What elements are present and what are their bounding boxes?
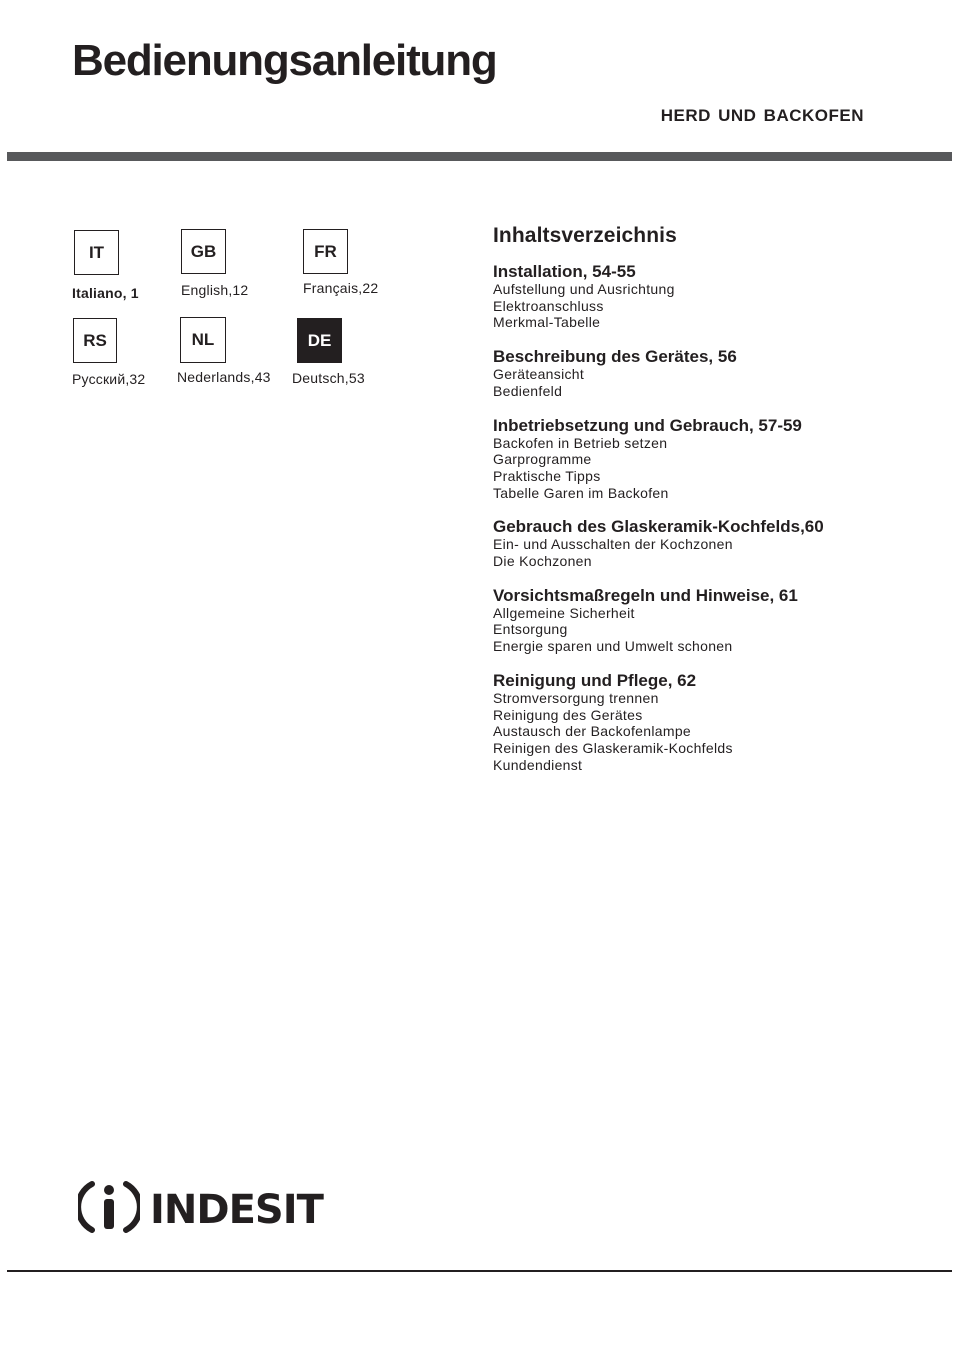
toc-section-title[interactable]: Reinigung und Pflege, 62 xyxy=(493,670,697,690)
toc-item[interactable]: Die Kochzonen xyxy=(493,553,592,570)
table-of-contents xyxy=(493,224,913,789)
toc-section xyxy=(493,517,913,569)
toc-section xyxy=(493,262,913,331)
toc-item[interactable]: Bedienfeld xyxy=(493,382,563,399)
language-label: English,12 xyxy=(181,282,249,298)
toc-item[interactable]: Merkmal-Tabelle xyxy=(493,314,601,331)
language-code-box: GB xyxy=(181,229,226,274)
toc-section xyxy=(493,586,913,655)
toc-section xyxy=(493,671,913,774)
language-code-box-active: DE xyxy=(297,318,342,363)
language-label: Français,22 xyxy=(303,280,379,296)
toc-item[interactable]: Tabelle Garen im Backofen xyxy=(493,484,669,501)
language-code-box: RS xyxy=(73,318,117,363)
toc-section xyxy=(493,347,913,399)
language-it[interactable] xyxy=(74,230,139,301)
language-de[interactable] xyxy=(292,318,365,386)
toc-section-title[interactable]: Inbetriebsetzung und Gebrauch, 57-59 xyxy=(493,415,802,435)
toc-item[interactable]: Reinigen des Glaskeramik-Kochfelds xyxy=(493,739,733,756)
language-code-box: IT xyxy=(74,230,119,275)
document-title: Bedienungsanleitung xyxy=(72,36,497,85)
language-label: Русский,32 xyxy=(72,371,146,387)
language-label: Italiano, 1 xyxy=(72,285,139,301)
toc-item[interactable]: Austausch der Backofenlampe xyxy=(493,723,691,740)
toc-item[interactable]: Entsorgung xyxy=(493,621,568,638)
product-type: HERD UND BACKOFEN xyxy=(660,106,864,125)
language-label: Deutsch,53 xyxy=(292,370,365,386)
toc-item[interactable]: Praktische Tipps xyxy=(493,467,601,484)
toc-heading: Inhaltsverzeichnis xyxy=(493,224,677,247)
brand-wordmark: INDESIT xyxy=(150,1186,323,1233)
toc-item[interactable]: Energie sparen und Umwelt schonen xyxy=(493,638,733,655)
toc-section-title[interactable]: Installation, 54-55 xyxy=(493,262,636,281)
toc-item[interactable]: Reinigung des Gerätes xyxy=(493,706,643,723)
toc-item[interactable]: Allgemeine Sicherheit xyxy=(493,604,635,621)
toc-item[interactable]: Kundendienst xyxy=(493,756,583,773)
toc-item[interactable]: Geräteansicht xyxy=(493,366,585,383)
brand-logo xyxy=(78,1176,323,1243)
language-fr[interactable] xyxy=(303,229,378,296)
toc-section-title[interactable]: Beschreibung des Gerätes, 56 xyxy=(493,347,737,367)
indesit-i-logo-icon xyxy=(78,1176,140,1243)
toc-item[interactable]: Stromversorgung trennen xyxy=(493,689,659,706)
language-code-box: FR xyxy=(303,229,348,274)
toc-section-title[interactable]: Gebrauch des Glaskeramik-Kochfelds,60 xyxy=(493,517,824,537)
header-divider xyxy=(7,152,952,161)
language-code-box: NL xyxy=(180,317,226,363)
toc-item[interactable]: Elektroanschluss xyxy=(493,297,604,314)
toc-section-title[interactable]: Vorsichtsmaßregeln und Hinweise, 61 xyxy=(493,585,798,605)
language-label: Nederlands,43 xyxy=(177,369,271,385)
language-rs[interactable] xyxy=(73,318,145,387)
language-gb[interactable] xyxy=(181,229,248,298)
toc-item[interactable]: Ein- und Ausschalten der Kochzonen xyxy=(493,536,733,553)
toc-item[interactable]: Garprogramme xyxy=(493,451,592,468)
footer-divider xyxy=(7,1270,952,1272)
language-nl[interactable] xyxy=(177,317,271,385)
toc-item[interactable]: Aufstellung und Ausrichtung xyxy=(493,281,675,297)
toc-item[interactable]: Backofen in Betrieb setzen xyxy=(493,434,668,451)
toc-section xyxy=(493,416,913,502)
